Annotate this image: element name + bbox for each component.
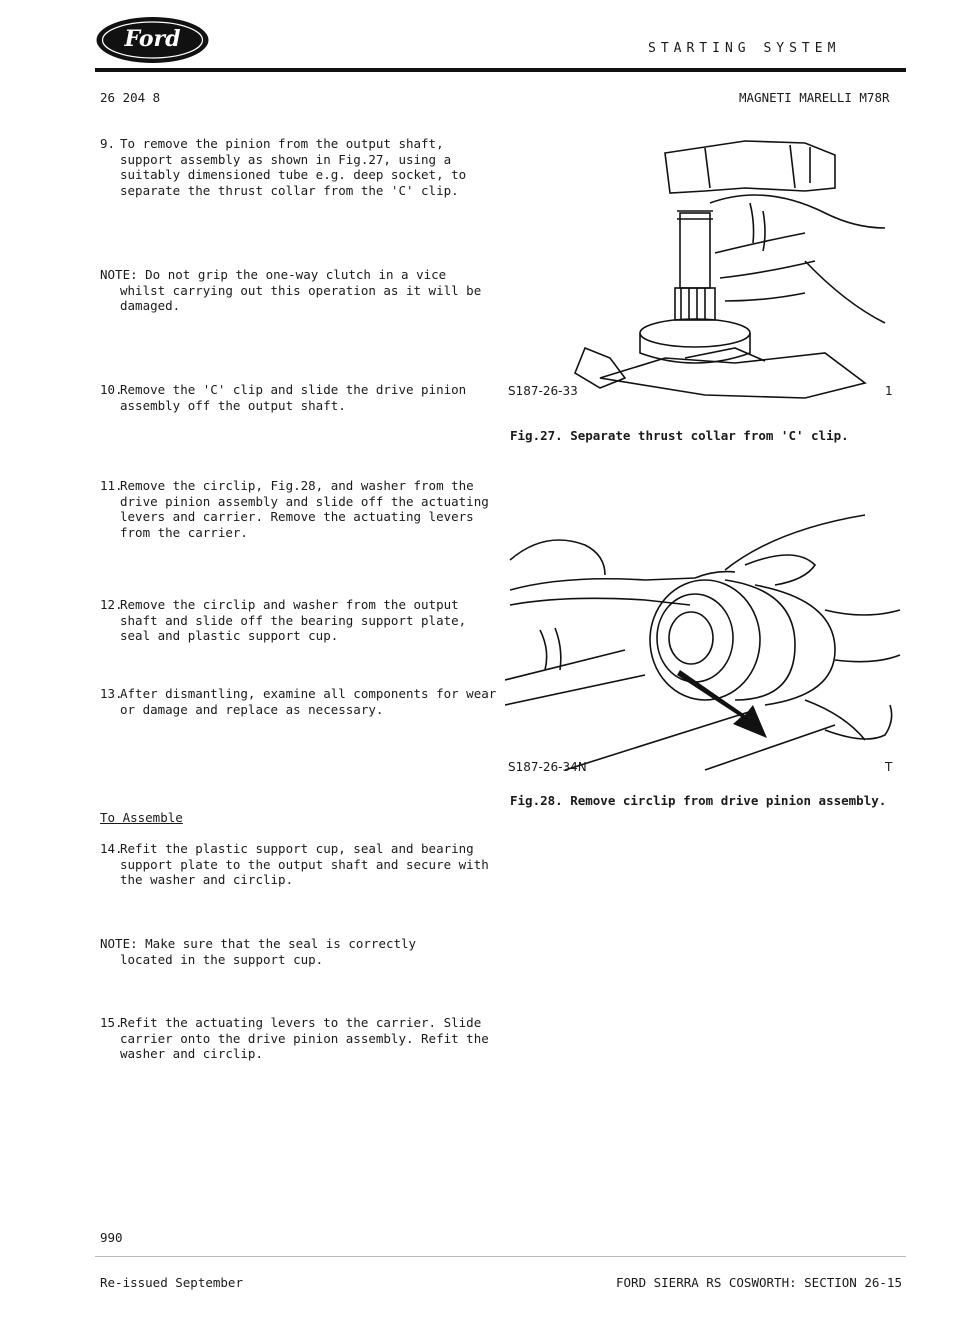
- note-lead: NOTE: Make sure that the seal is correctly: [100, 936, 417, 951]
- ford-logo: [95, 15, 210, 65]
- step-text: Remove the 'C' clip and slide the drive pinion assembly off the output shaft.: [120, 382, 467, 413]
- figure-28-id: S187-26-34N: [508, 760, 587, 774]
- footer-rule: [95, 1256, 906, 1257]
- step-number: 12.: [100, 597, 123, 612]
- step-text: After dismantling, examine all components for wear or damage and replace as necessary.: [120, 686, 497, 717]
- step-number: 13.: [100, 686, 123, 701]
- figure-27-corner: 1: [885, 384, 893, 398]
- step-number: 15.: [100, 1015, 123, 1030]
- logo-text: Ford: [124, 26, 181, 52]
- page-number: 990: [100, 1230, 123, 1245]
- step-text: To remove the pinion from the output shaft, support assembly as shown in Fig.27, using a suitably dimensioned tube e.g. deep socket, to separate the thrust collar from the 'C' clip.: [120, 136, 467, 198]
- step-14: [100, 841, 500, 888]
- figure-27-illustration: [505, 133, 905, 408]
- header-rule: [95, 68, 906, 72]
- step-number: 9.: [100, 136, 116, 151]
- subheading-to-assemble: To Assemble: [100, 810, 183, 825]
- step-9: [100, 136, 500, 198]
- note-rest: whilst carrying out this operation as it will be damaged.: [120, 282, 482, 313]
- step-number: 10.: [100, 382, 123, 397]
- figure-27-id: S187-26-33: [508, 384, 578, 398]
- step-text: Remove the circlip, Fig.28, and washer from the drive pinion assembly and slide off the actuating levers and carrier. Remove the actuating levers from the carrier.: [120, 478, 489, 540]
- figure-27: [505, 133, 905, 408]
- step-number: 11.: [100, 478, 123, 493]
- step-number: 14.: [100, 841, 123, 856]
- figure-27-caption: Fig.27. Separate thrust collar from 'C' clip.: [510, 428, 849, 443]
- step-11: [100, 478, 500, 540]
- note-rest: located in the support cup.: [120, 951, 324, 967]
- step-15: [100, 1015, 500, 1062]
- step-text: Refit the plastic support cup, seal and bearing support plate to the output shaft and secure with the washer and circlip.: [120, 841, 489, 887]
- section-title: STARTING SYSTEM: [648, 41, 841, 56]
- step-text: Refit the actuating levers to the carrier. Slide carrier onto the drive pinion assembly. Refit the washer and circlip.: [120, 1015, 489, 1061]
- note-lead: NOTE: Do not grip the one-way clutch in a vice: [100, 267, 447, 282]
- model-label: MAGNETI MARELLI M78R: [739, 90, 890, 105]
- note-clutch: [100, 267, 500, 314]
- figure-28-caption: Fig.28. Remove circlip from drive pinion assembly.: [510, 793, 887, 808]
- issue-label: Re-issued September: [100, 1275, 243, 1290]
- step-13: [100, 686, 500, 717]
- section-label: FORD SIERRA RS COSWORTH: SECTION 26-15: [616, 1275, 902, 1290]
- step-text: Remove the circlip and washer from the output shaft and slide off the bearing support plate, seal and plastic support cup.: [120, 597, 467, 643]
- step-12: [100, 597, 500, 644]
- figure-28-corner: T: [885, 760, 893, 774]
- figure-28-illustration: [505, 510, 905, 775]
- note-seal: [100, 936, 500, 967]
- doc-ref: 26 204 8: [100, 90, 161, 105]
- step-10: [100, 382, 500, 413]
- figure-28: [505, 510, 905, 775]
